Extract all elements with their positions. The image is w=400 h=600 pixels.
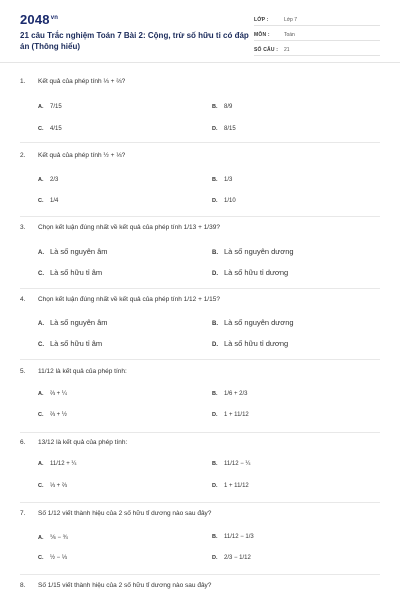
question-text: Kết quả của phép tính ⅓ + ⅔? — [38, 78, 126, 85]
option-letter: B. — [212, 534, 218, 540]
question-stem — [20, 582, 211, 589]
question-number: 4. — [20, 296, 26, 303]
option-text: ⅚ − ¾ — [50, 535, 68, 541]
option-letter: D. — [212, 342, 218, 348]
option-d[interactable] — [212, 339, 288, 348]
option-d[interactable] — [212, 412, 249, 418]
meta-row-subject — [254, 29, 380, 41]
question-stem — [20, 296, 220, 303]
meta-row-count — [254, 44, 380, 56]
option-d[interactable] — [212, 483, 249, 489]
option-text: Là số hữu tỉ dương — [224, 339, 289, 348]
question-stem — [20, 368, 127, 375]
site-logo[interactable] — [20, 12, 58, 27]
logo-suffix: vn — [50, 14, 59, 21]
option-text: Là số nguyên âm — [50, 247, 108, 256]
page-title: 21 câu Trắc nghiệm Toán 7 Bài 2: Cộng, trừ số hữu tỉ có đáp án (Thông hiểu) — [20, 31, 249, 51]
option-letter: D. — [212, 412, 218, 418]
option-text: ½ − ⅓ — [50, 555, 67, 561]
divider — [20, 288, 380, 289]
option-letter: C. — [38, 555, 44, 561]
option-letter: A. — [38, 177, 44, 183]
option-letter: B. — [212, 461, 218, 467]
option-letter: D. — [212, 126, 218, 132]
meta-value: Toán — [284, 31, 295, 38]
option-letter: A. — [38, 461, 44, 467]
question-number: 7. — [20, 510, 26, 517]
option-text: Là số nguyên âm — [50, 318, 108, 327]
question-text: 13/12 là kết quả của phép tính: — [38, 439, 128, 446]
option-letter: A. — [38, 104, 44, 110]
option-c[interactable] — [38, 126, 62, 132]
option-letter: C. — [38, 271, 44, 277]
option-letter: B. — [212, 104, 218, 110]
question-text: Chọn kết luận đúng nhất về kết quả của phép tính 1/13 + 1/39? — [38, 224, 220, 231]
option-letter: C. — [38, 126, 44, 132]
option-letter: D. — [212, 483, 218, 489]
option-text: ⅔ + ½ — [50, 412, 67, 418]
option-letter: B. — [212, 177, 218, 183]
option-letter: C. — [38, 412, 44, 418]
option-b[interactable] — [212, 534, 254, 540]
question-number: 2. — [20, 152, 26, 159]
question-number: 8. — [20, 582, 26, 589]
option-c[interactable] — [38, 339, 102, 348]
question-stem — [20, 78, 125, 85]
option-letter: A. — [38, 321, 44, 327]
option-a[interactable] — [38, 534, 68, 541]
option-text: ⅓ + ⅔ — [50, 483, 67, 489]
option-letter: A. — [38, 535, 44, 541]
question-number: 5. — [20, 368, 26, 375]
option-c[interactable] — [38, 268, 102, 277]
option-letter: D. — [212, 198, 218, 204]
option-letter: B. — [212, 250, 218, 256]
divider — [20, 502, 380, 503]
option-letter: A. — [38, 250, 44, 256]
option-text: 1 + 11/12 — [224, 412, 249, 418]
option-letter: C. — [38, 483, 44, 489]
option-letter: B. — [212, 321, 218, 327]
option-text: ⅔ + ¼ — [50, 391, 67, 397]
option-letter: D. — [212, 555, 218, 561]
option-b[interactable] — [212, 461, 250, 467]
question-text: 11/12 là kết quả của phép tính: — [38, 368, 127, 375]
question-text: Số 1/12 viết thành hiệu của 2 số hữu tỉ dương nào sau đây? — [38, 510, 212, 517]
logo-text: 2048 — [20, 12, 50, 27]
question-text: Chọn kết luận đúng nhất về kết quả của phép tính 1/12 + 1/15? — [38, 296, 220, 303]
option-text: 1/10 — [224, 198, 236, 204]
question-number: 3. — [20, 224, 26, 231]
meta-info — [254, 14, 380, 59]
option-d[interactable] — [212, 198, 236, 204]
option-text: 2/3 — [50, 177, 59, 183]
option-b[interactable] — [212, 177, 232, 183]
meta-row-class — [254, 14, 380, 26]
option-text: Là số hữu tỉ dương — [224, 268, 289, 277]
option-letter: C. — [38, 342, 44, 348]
option-a[interactable] — [38, 247, 108, 256]
option-letter: A. — [38, 391, 44, 397]
option-text: 1/4 — [50, 198, 59, 204]
option-c[interactable] — [38, 555, 67, 561]
divider — [20, 359, 380, 360]
option-c[interactable] — [38, 412, 67, 418]
meta-value: 21 — [284, 46, 290, 53]
question-number: 1. — [20, 78, 26, 85]
divider — [20, 432, 380, 433]
option-text: 7/15 — [50, 104, 62, 110]
page-header — [0, 0, 400, 63]
option-text: 4/15 — [50, 126, 62, 132]
option-letter: C. — [38, 198, 44, 204]
option-text: 1/6 + 2/3 — [224, 391, 248, 397]
option-a[interactable] — [38, 318, 108, 327]
option-text: 1/3 — [224, 177, 233, 183]
question-text: Số 1/15 viết thành hiệu của 2 số hữu tỉ dương nào sau đây? — [38, 582, 212, 589]
option-a[interactable] — [38, 177, 58, 183]
option-letter: D. — [212, 271, 218, 277]
option-text: Là số nguyên dương — [224, 318, 294, 327]
option-b[interactable] — [212, 318, 294, 327]
question-stem — [20, 439, 127, 446]
meta-label: SỐ CÂU : — [254, 46, 279, 53]
option-text: Là số nguyên dương — [224, 247, 294, 256]
question-stem — [20, 510, 211, 517]
option-text: Là số hữu tỉ âm — [50, 339, 103, 348]
divider — [20, 574, 380, 575]
option-a[interactable] — [38, 391, 67, 397]
option-a[interactable] — [38, 104, 62, 110]
option-c[interactable] — [38, 483, 67, 489]
option-text: 11/12 − 1/3 — [224, 534, 254, 540]
option-text: 11/12 + ¼ — [50, 461, 77, 467]
option-text: Là số hữu tỉ âm — [50, 268, 103, 277]
option-d[interactable] — [212, 268, 288, 277]
meta-label: MÔN : — [254, 31, 270, 38]
option-text: 11/12 − ¼ — [224, 461, 251, 467]
meta-label: LỚP : — [254, 16, 269, 23]
question-stem — [20, 224, 220, 231]
option-b[interactable] — [212, 247, 294, 256]
divider — [20, 216, 380, 217]
option-text: 1 + 11/12 — [224, 483, 249, 489]
meta-value: Lớp 7 — [284, 16, 298, 23]
option-d[interactable] — [212, 555, 251, 561]
question-number: 6. — [20, 439, 26, 446]
option-a[interactable] — [38, 461, 76, 467]
option-text: 8/15 — [224, 126, 236, 132]
divider — [20, 142, 380, 143]
question-text: Kết quả của phép tính ½ + ⅓? — [38, 152, 126, 159]
option-d[interactable] — [212, 126, 236, 132]
option-text: 2/3 − 1/12 — [224, 555, 251, 561]
option-b[interactable] — [212, 104, 232, 110]
option-c[interactable] — [38, 198, 58, 204]
question-stem — [20, 152, 125, 159]
option-letter: B. — [212, 391, 218, 397]
option-b[interactable] — [212, 391, 248, 397]
option-text: 8/9 — [224, 104, 233, 110]
